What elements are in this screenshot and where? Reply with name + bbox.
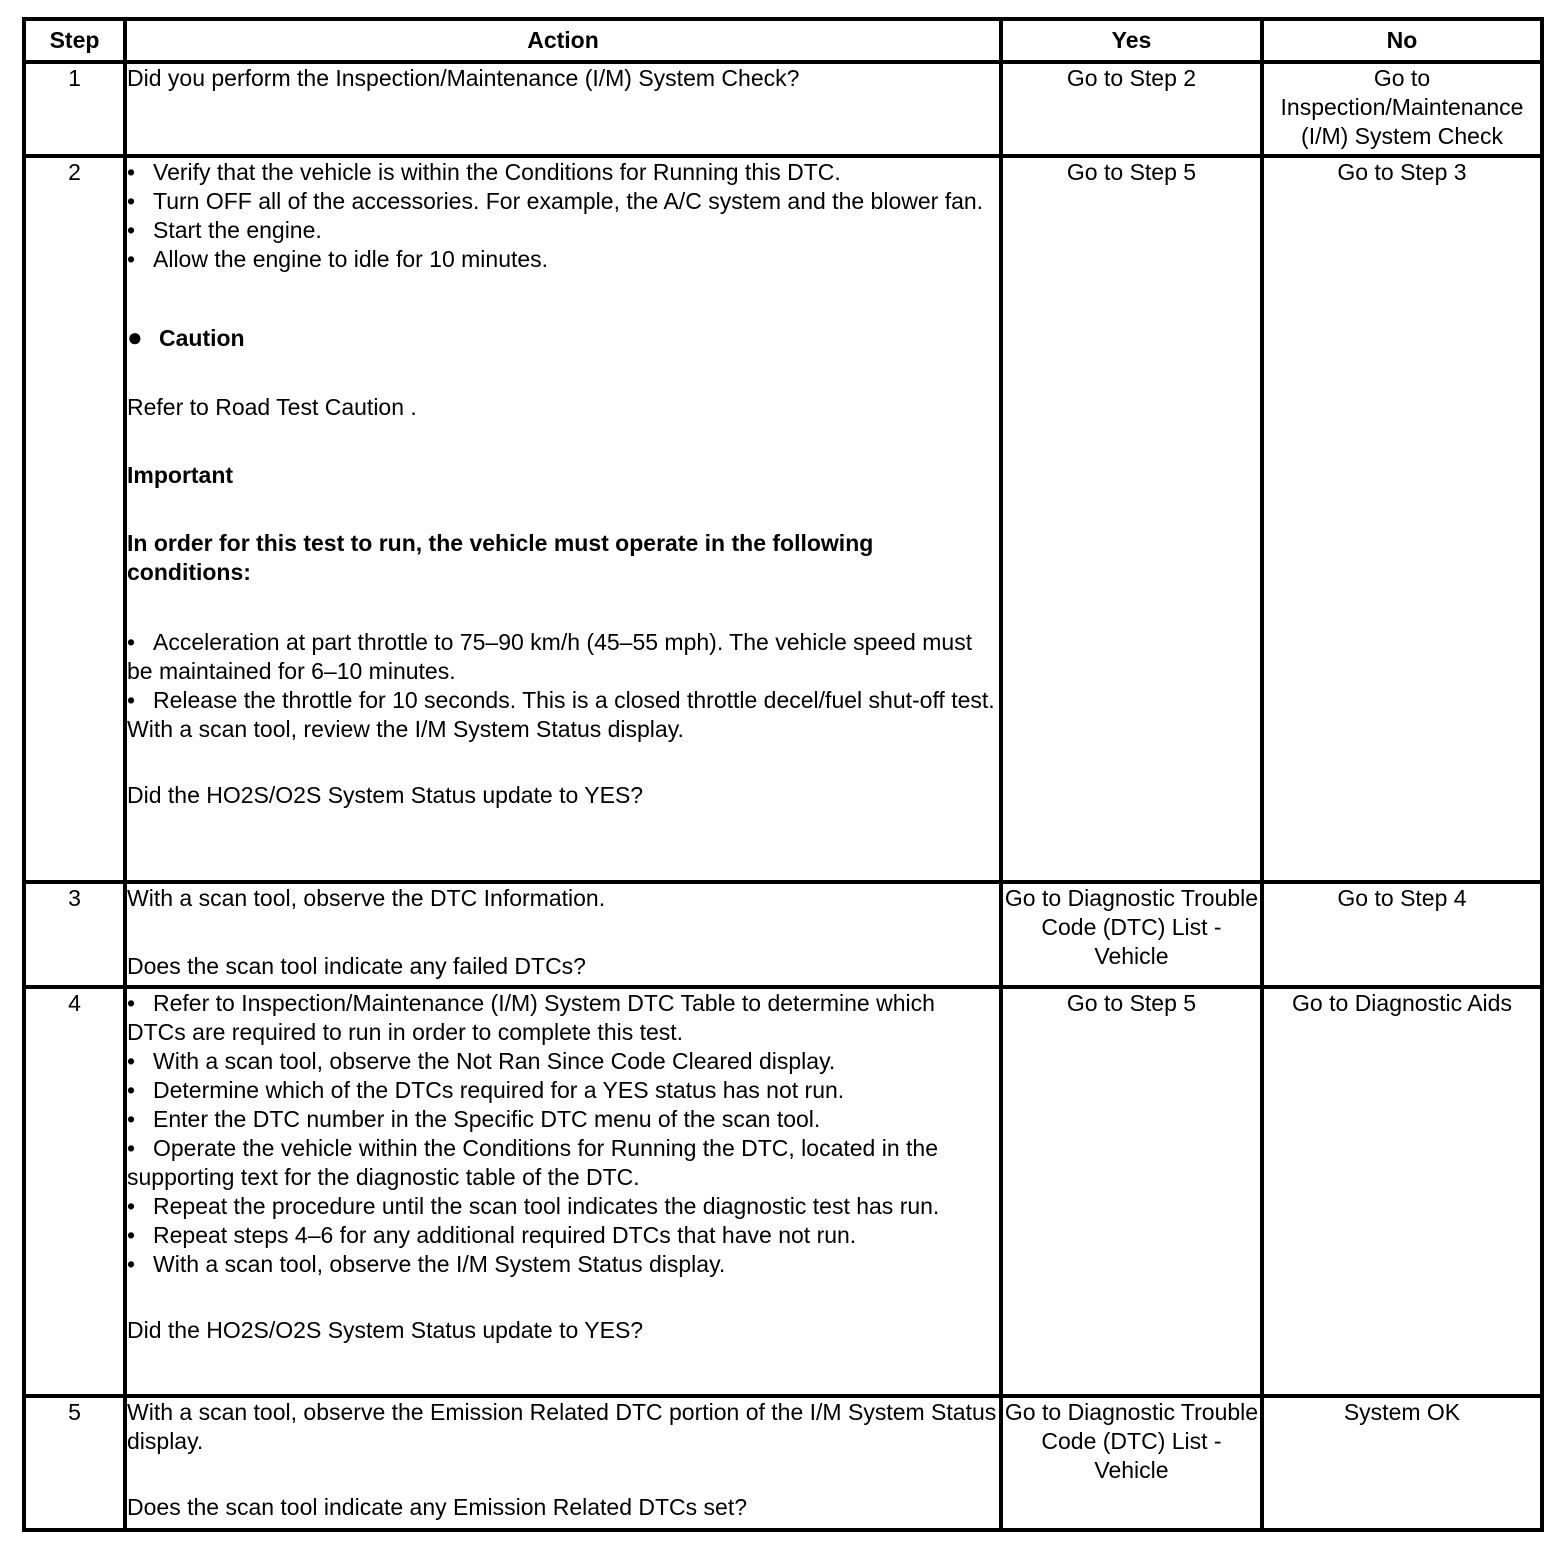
important-text: In order for this test to run, the vehicle must operate in the following conditions:: [127, 530, 874, 585]
bullet-item: • With a scan tool, observe the I/M System Status display.: [127, 1251, 726, 1277]
bullet-icon: •: [127, 687, 136, 713]
diagnostic-table: [22, 17, 1544, 1532]
bullet-item: • Repeat steps 4–6 for any additional required DTCs that have not run.: [127, 1222, 857, 1248]
yes-cell: Go to Diagnostic Trouble Code (DTC) List - Vehicle: [1001, 882, 1262, 987]
yes-cell: Go to Step 2: [1001, 62, 1262, 156]
header-yes: Yes: [1001, 19, 1262, 62]
action-cell: [125, 882, 1001, 987]
action-cell: [125, 156, 1001, 882]
condition-item: • Release the throttle for 10 seconds. This is a closed throttle decel/fuel shut-off test.: [127, 687, 995, 713]
bullet-icon: •: [127, 1077, 136, 1103]
bullet-icon: •: [127, 1135, 136, 1161]
action-cell: [125, 62, 1001, 156]
step-number: 1: [24, 62, 125, 156]
action-instruction: With a scan tool, review the I/M System Status display.: [127, 716, 684, 742]
bullet-icon: •: [127, 159, 136, 185]
bullet-icon: •: [127, 1106, 136, 1132]
no-cell: System OK: [1262, 1396, 1542, 1530]
bullet-item: • Turn OFF all of the accessories. For example, the A/C system and the blower fan.: [127, 188, 984, 214]
step-number: 2: [24, 156, 125, 882]
condition-item: • Acceleration at part throttle to 75–90 km/h (45–55 mph). The vehicle speed must be maintained for 6–10 minutes.: [127, 629, 973, 684]
bullet-icon: •: [127, 188, 136, 214]
action-cell: [125, 1396, 1001, 1530]
important-heading: Important: [127, 462, 234, 488]
yes-cell: Go to Step 5: [1001, 156, 1262, 882]
table-row-step-1: [24, 62, 1542, 156]
table-row-step-4: [24, 987, 1542, 1396]
bullet-item: • Start the engine.: [127, 217, 322, 243]
step-number: 3: [24, 882, 125, 987]
bullet-icon: •: [127, 1222, 136, 1248]
bullet-item: • Enter the DTC number in the Specific DTC menu of the scan tool.: [127, 1106, 821, 1132]
bullet-item: • Verify that the vehicle is within the Conditions for Running this DTC.: [127, 159, 841, 185]
action-question: Does the scan tool indicate any failed DTCs?: [127, 953, 586, 979]
table-header-row: [24, 19, 1542, 62]
no-cell: Go to Inspection/Maintenance (I/M) System Check: [1262, 62, 1542, 156]
action-question: Did the HO2S/O2S System Status update to YES?: [127, 782, 644, 808]
bullet-item: • Refer to Inspection/Maintenance (I/M) System DTC Table to determine which DTCs are required to run in order to complete this test.: [127, 990, 935, 1045]
caution-text: Refer to Road Test Caution .: [127, 394, 417, 420]
bullet-icon: •: [127, 629, 136, 655]
header-step: Step: [24, 19, 125, 62]
step-number: 5: [24, 1396, 125, 1530]
step-number: 4: [24, 987, 125, 1396]
header-action: Action: [125, 19, 1001, 62]
action-question: Does the scan tool indicate any Emission Related DTCs set?: [127, 1494, 748, 1520]
action-instruction: With a scan tool, observe the DTC Information.: [127, 885, 606, 911]
header-no: No: [1262, 19, 1542, 62]
table-row-step-5: [24, 1396, 1542, 1530]
bullet-icon: •: [127, 1048, 136, 1074]
yes-cell: Go to Diagnostic Trouble Code (DTC) List - Vehicle: [1001, 1396, 1262, 1530]
action-question: Did the HO2S/O2S System Status update to YES?: [127, 1317, 644, 1343]
bullet-item: • Determine which of the DTCs required for a YES status has not run.: [127, 1077, 845, 1103]
bullet-item: • Repeat the procedure until the scan tool indicates the diagnostic test has run.: [127, 1193, 940, 1219]
action-question: Did you perform the Inspection/Maintenance (I/M) System Check?: [127, 65, 800, 91]
bullet-item: • Operate the vehicle within the Conditions for Running the DTC, located in the supporting text for the diagnostic table of the DTC.: [127, 1135, 938, 1190]
bullet-icon: •: [127, 246, 136, 272]
bullet-item: • Allow the engine to idle for 10 minutes.: [127, 246, 549, 272]
table-row-step-2: [24, 156, 1542, 882]
caution-heading: ● Caution: [127, 322, 245, 352]
action-instruction: With a scan tool, observe the Emission Related DTC portion of the I/M System Status display.: [127, 1399, 997, 1454]
caution-bullet-icon: ●: [127, 322, 143, 352]
bullet-icon: •: [127, 1251, 136, 1277]
yes-cell: Go to Step 5: [1001, 987, 1262, 1396]
bullet-icon: •: [127, 990, 136, 1016]
no-cell: Go to Step 4: [1262, 882, 1542, 987]
bullet-item: • With a scan tool, observe the Not Ran Since Code Cleared display.: [127, 1048, 836, 1074]
table-row-step-3: [24, 882, 1542, 987]
bullet-icon: •: [127, 1193, 136, 1219]
no-cell: Go to Diagnostic Aids: [1262, 987, 1542, 1396]
action-cell: [125, 987, 1001, 1396]
bullet-icon: •: [127, 217, 136, 243]
no-cell: Go to Step 3: [1262, 156, 1542, 882]
